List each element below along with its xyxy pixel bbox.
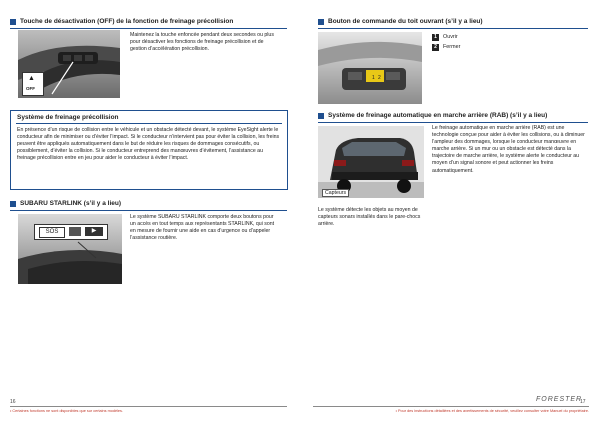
- starlink-photo: [18, 214, 122, 284]
- page-number-right: 17: [580, 399, 586, 405]
- footer-note-left: • Certaines fonctions ne sont disponibles que sur certains modèles.: [10, 409, 123, 413]
- precollision-box: [10, 110, 288, 190]
- roadside-assistance-icon: ▶: [85, 227, 103, 236]
- sos-button: SOS: [39, 227, 65, 238]
- precollision-divider: [16, 123, 282, 124]
- starlink-heading: [10, 198, 121, 209]
- item-label: Ouvrir: [443, 34, 458, 40]
- sensors-label: Capteurs: [322, 189, 349, 197]
- section-marker-icon: [318, 19, 324, 25]
- precollision-description: En présence d’un risque de collision entre le véhicule et un obstacle détecté devant, le système EyeSight alerte le conducteur afin de minimiser ou d’éviter l’impact. Si le conducteur n’intervient pas pour éviter la collision, les freins peuvent être appliqués automatiquement dans le but de réduire les risques de dommages consécutifs, ou possiblement, d’éviter la collision. Si le conducteur entreprend des manœuvres d’évitement, l’assistance au freinage précollision entre en jeu pour aider le conducteur à éviter l’impact.: [17, 127, 280, 162]
- section-divider: [318, 28, 588, 29]
- sunroof-photo: [318, 32, 422, 104]
- off-label: OFF: [26, 86, 35, 91]
- page-number-left: 16: [10, 399, 16, 405]
- footer-divider-left: [10, 406, 287, 407]
- number-badge: 1: [432, 34, 439, 41]
- off-switch-heading: [10, 16, 233, 27]
- sunroof-title: Bouton de commande du toit ouvrant (s’il y a lieu): [328, 18, 483, 25]
- rab-photo: [318, 126, 424, 198]
- brand-logo: FORESTER: [536, 396, 583, 403]
- section-divider: [318, 122, 588, 123]
- starlink-title: SUBARU STARLINK (s’il y a lieu): [20, 200, 122, 207]
- footer-divider-right: [313, 406, 589, 407]
- starlink-description: Le système SUBARU STARLINK comporte deux boutons pour un accès en tout temps aux représentants STARLINK, qui sont en mesure de fournir une aide en cas d’urgence ou d’appeler l’assistance routière.: [130, 214, 275, 242]
- car-collision-icon: ▲: [28, 75, 35, 82]
- svg-text:1: 1: [372, 75, 375, 81]
- indicator-icon: [69, 227, 81, 236]
- section-marker-icon: [318, 113, 324, 119]
- sunroof-heading: [318, 16, 483, 27]
- rab-title: Système de freinage automatique en marche arrière (RAB) (s’il y a lieu): [328, 112, 548, 119]
- section-marker-icon: [10, 19, 16, 25]
- svg-text:2: 2: [378, 75, 381, 81]
- starlink-buttons-callout: [34, 224, 108, 240]
- rab-heading: [318, 110, 547, 121]
- list-item: [432, 32, 460, 42]
- item-label: Fermer: [443, 44, 461, 50]
- rear-vehicle-image: [318, 126, 424, 198]
- footer-note-right: • Pour des instructions détaillées et des avertissements de sécurité, veuillez consulter votre Manuel du propriétaire.: [395, 409, 589, 413]
- number-badge: 2: [432, 44, 439, 51]
- list-item: [432, 42, 460, 52]
- off-switch-title: Touche de désactivation (OFF) de la fonction de freinage précollision: [20, 18, 234, 25]
- rab-description: Le freinage automatique en marche arrière (RAB) est une technologie conçue pour aider à éviter les collisions, ou à diminuer l’ampleur des dommages, lorsque le conducteur manœuvre en marche arrière. Si un mur ou un obstacle est détecté dans la trajectoire de marche arrière, le système alerte le conducteur au moyen d’un signal sonore et peut actionner les freins automatiquement.: [432, 125, 585, 174]
- off-switch-description: Maintenez la touche enfoncée pendant deux secondes ou plus pour désactiver les fonctions de freinage précollision et de gestion d’accélération précollision.: [130, 32, 274, 53]
- sunroof-image: [318, 32, 422, 104]
- off-button-callout: [22, 72, 44, 96]
- sunroof-controls-list: [432, 32, 460, 52]
- precollision-title: Système de freinage précollision: [17, 114, 119, 121]
- section-divider: [10, 28, 287, 29]
- off-switch-photo: [18, 30, 120, 98]
- rab-caption: Le système détecte les objets au moyen de capteurs sonars installés dans le pare-chocs arrière.: [318, 207, 421, 228]
- section-divider: [10, 210, 287, 211]
- section-marker-icon: [10, 201, 16, 207]
